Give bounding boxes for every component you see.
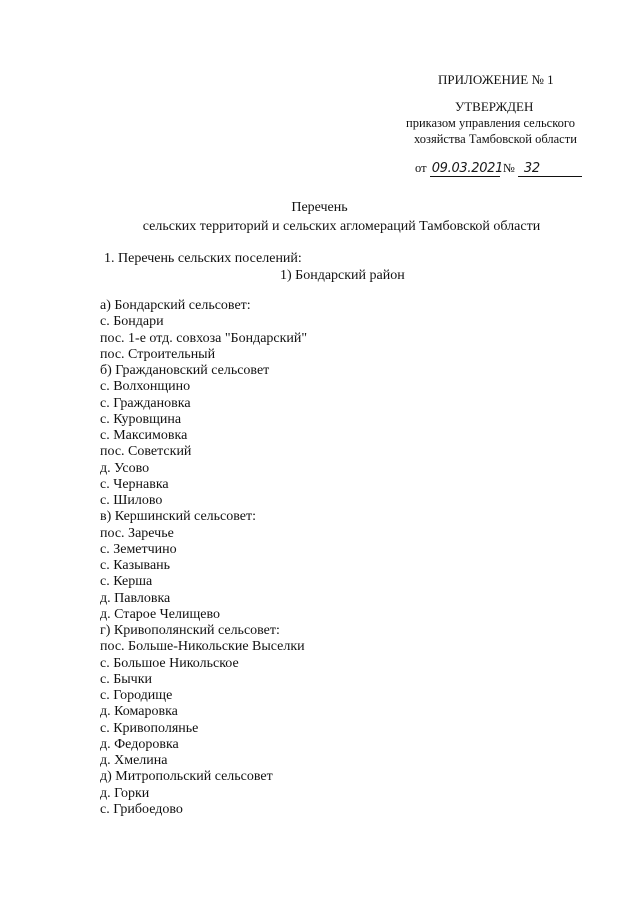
settlement-list-item: с. Максимовка [100, 428, 188, 443]
settlement-list [100, 298, 307, 818]
settlement-list-item: пос. Заречье [100, 525, 174, 541]
district-heading: 1) Бондарский район [280, 268, 405, 283]
approval-order-line: приказом управления сельского [406, 116, 575, 130]
settlement-list-item: с. Волхонщино [100, 379, 191, 395]
order-date-field [430, 161, 504, 177]
date-prefix: от [415, 161, 427, 175]
settlement-list-item: д. Старое Челищево [100, 606, 220, 622]
settlement-list-item: пос. Больше-Никольские Выселки [100, 639, 305, 655]
settlement-list-item: пос. Строительный [100, 346, 216, 362]
appendix-label: ПРИЛОЖЕНИЕ № 1 [438, 72, 554, 87]
order-number-value: 32 [523, 161, 540, 176]
settlement-list-item: с. Городище [100, 688, 173, 703]
settlement-list-item: с. Шилово [100, 493, 163, 508]
settlement-list-item: пос. 1-е отд. совхоза "Бондарский" [100, 330, 308, 346]
settlement-list-item: в) Кершинский сельсовет: [100, 509, 256, 525]
settlement-list-item: с. Грибоедово [100, 801, 183, 817]
settlement-list-item: с. Земетчино [100, 541, 177, 557]
order-number-field [518, 161, 582, 177]
settlement-list-item: с. Бычки [100, 671, 152, 687]
settlement-list-item: а) Бондарский сельсовет: [100, 298, 251, 313]
settlement-list-item: с. Казывань [100, 558, 171, 573]
settlement-list-item: с. Бондари [100, 314, 164, 330]
document-title: Перечень [291, 200, 348, 215]
settlement-list-item: д. Федоровка [100, 736, 179, 752]
section-heading: 1. Перечень сельских поселений: [104, 251, 302, 266]
settlement-list-item: д) Митропольский сельсовет [100, 769, 273, 785]
settlement-list-item: б) Граждановский сельсовет [100, 363, 270, 378]
settlement-list-item: пос. Советский [100, 444, 192, 460]
approved-label: УТВЕРЖДЕН [455, 99, 534, 114]
order-date-line [415, 161, 582, 177]
approval-ministry-line: хозяйства Тамбовской области [414, 132, 577, 146]
settlement-list-item: с. Большое Никольское [100, 655, 239, 671]
document-subtitle: сельских территорий и сельских агломераций Тамбовской области [142, 219, 541, 234]
settlement-list-item: д. Горки [100, 785, 150, 801]
settlement-list-item: д. Павловка [100, 590, 171, 606]
settlement-list-item: с. Куровщина [100, 411, 182, 427]
settlement-list-item: д. Усово [100, 460, 150, 476]
number-sign: № [502, 161, 515, 175]
settlement-list-item: г) Кривополянский сельсовет: [100, 623, 280, 638]
settlement-list-item: с. Чернавка [100, 476, 169, 492]
settlement-list-item: с. Керша [100, 574, 153, 590]
settlement-list-item: с. Граждановка [100, 395, 191, 411]
settlement-list-item: д. Комаровка [100, 704, 178, 720]
order-date-value: 09.03.2021 [431, 161, 504, 176]
settlement-list-item: д. Хмелина [100, 753, 168, 768]
settlement-list-item: с. Кривополянье [100, 720, 199, 736]
